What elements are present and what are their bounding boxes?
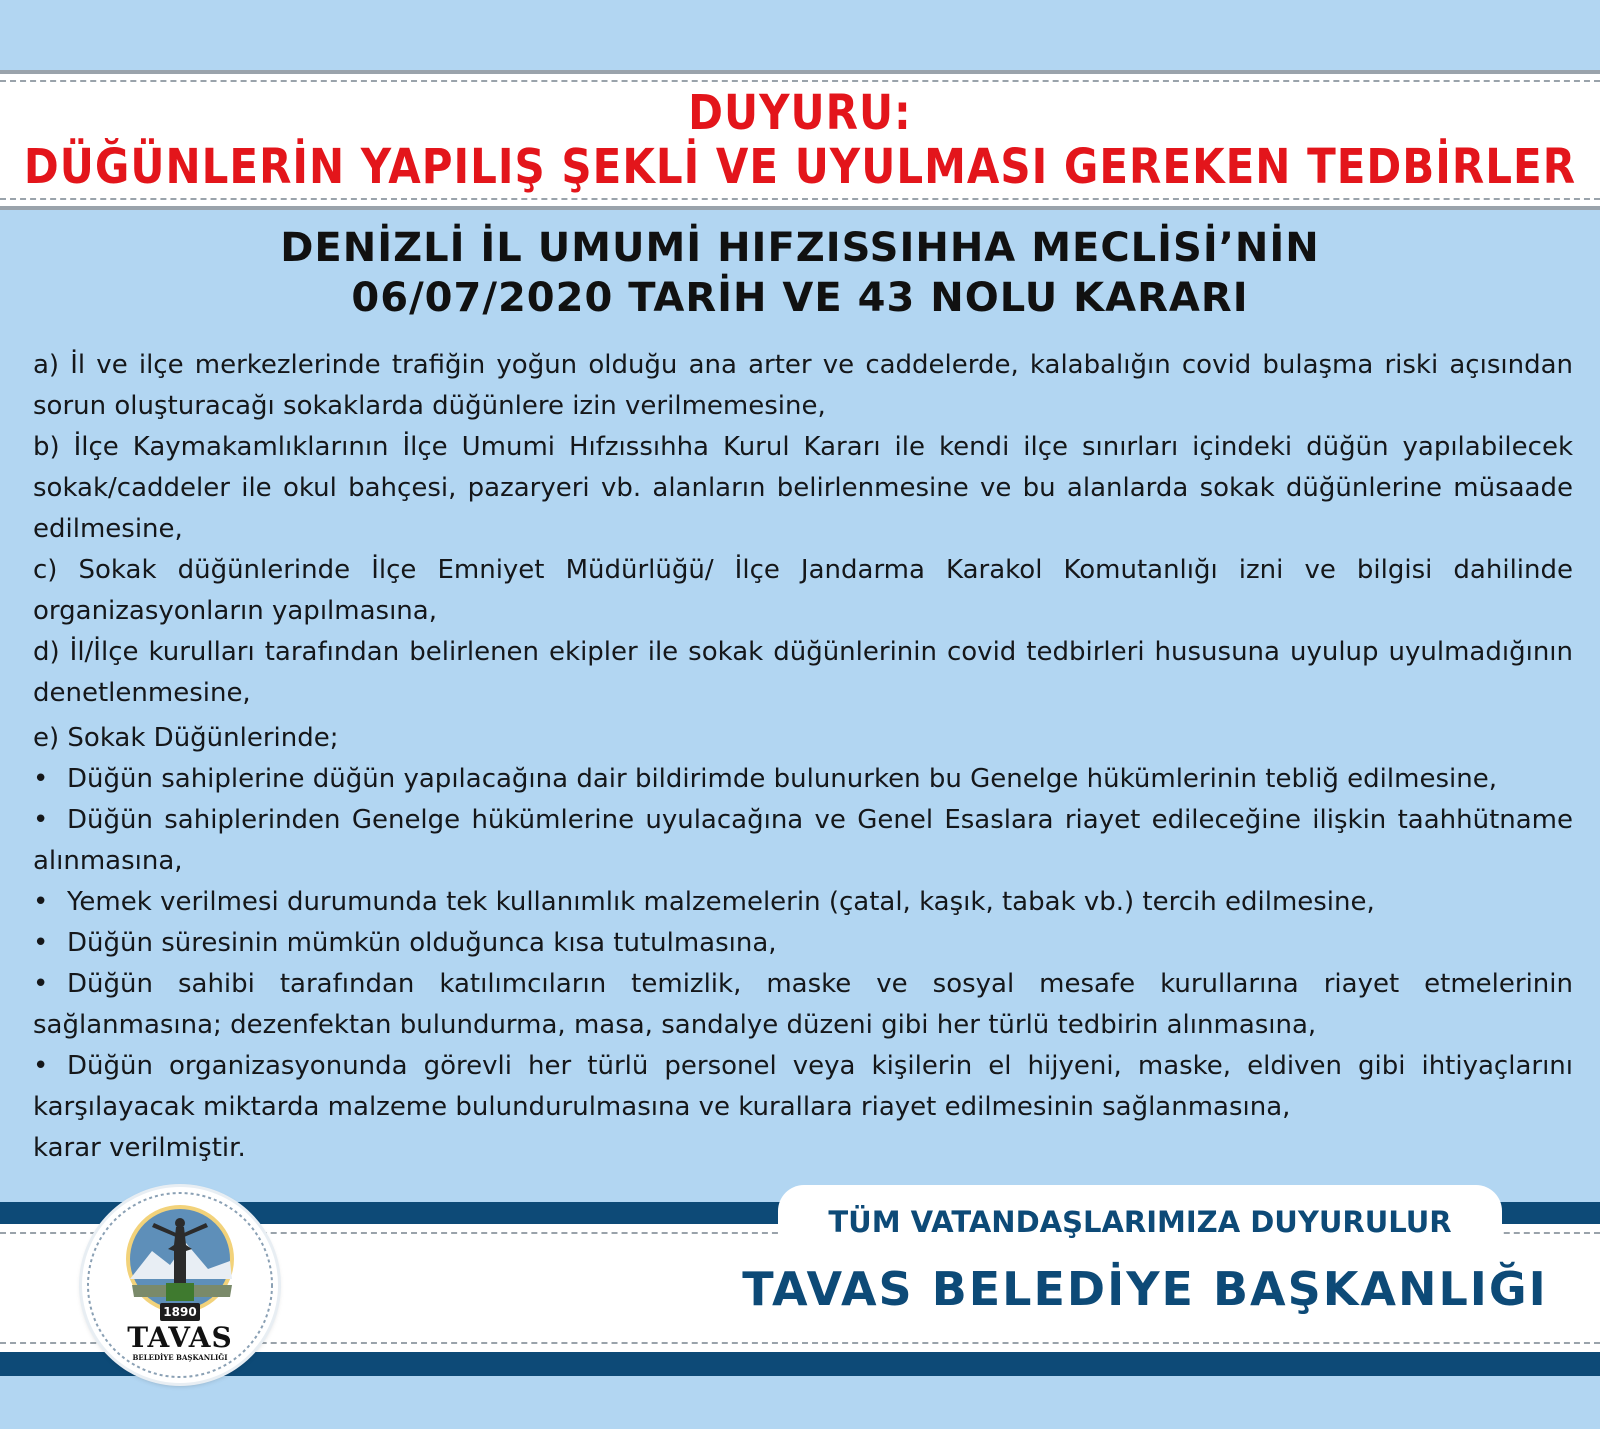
municipality-seal-icon (82, 1187, 278, 1383)
seal-name: TAVAS (127, 1321, 233, 1354)
paragraph-a: a) İl ve ilçe merkezlerinde trafiğin yoğun olduğu ana arter ve caddelerde, kalabalığın covid bulaşma riski açısından sorun oluşturacağı sokaklarda düğünlere izin verilmemesine, (33, 350, 1573, 421)
list-item (33, 759, 1573, 800)
decision-body (33, 345, 1573, 1169)
bullet-icon: • (33, 887, 49, 917)
organization-name: TAVAS BELEDİYE BAŞKANLIĞI (742, 1262, 1548, 1316)
bullet-text: Düğün organizasyonunda görevli her türlü personel veya kişilerin el hijyeni, maske, eldiven gibi ihtiyaçlarını karşılayacak miktarda malzeme bulundurulmasına ve kurallara riayet edilmesinin sağlanmasına, (33, 1051, 1573, 1122)
decision-date-number: 06/07/2020 TARİH VE 43 NOLU KARARI (351, 275, 1249, 321)
paragraph-d: d) İl/İlçe kurulları tarafından belirlenen ekipler ile sokak düğünlerinin covid tedbirleri hususuna uyulup uyulmadığının denetlenmesine, (33, 637, 1573, 708)
closing-statement: karar verilmiştir. (33, 1133, 246, 1163)
list-item (33, 882, 1573, 923)
list-item (33, 964, 1573, 1046)
bullet-text: Düğün sahibi tarafından katılımcıların temizlik, maske ve sosyal mesafe kurullarına riayet etmelerinin sağlanmasına; dezenfektan bulundurma, masa, sandalye düzeni gibi her türlü tedbirin alınmasına, (33, 969, 1573, 1040)
bullet-icon: • (33, 969, 49, 999)
bullet-text: Düğün süresinin mümkün olduğunca kısa tutulmasına, (67, 928, 777, 958)
bullet-icon: • (33, 805, 49, 835)
decision-authority: DENİZLİ İL UMUMİ HIFZISSIHHA MECLİSİ’NİN (280, 225, 1320, 271)
list-item (33, 800, 1573, 882)
paragraph-c: c) Sokak düğünlerinde İlçe Emniyet Müdürlüğü/ İlçe Jandarma Karakol Komutanlığı izni ve bilgisi dahilinde organizasyonların yapılmasına, (33, 555, 1573, 626)
announcement-banner (0, 70, 1600, 210)
banner-headline: DÜĞÜNLERİN YAPILIŞ ŞEKLİ VE UYULMASI GEREKEN TEDBİRLER (23, 138, 1577, 195)
top-strip (0, 0, 1600, 70)
bullet-text: Düğün sahiplerine düğün yapılacağına dair bildirimde bulunurken bu Genelge hükümlerinin tebliğ edilmesine, (67, 764, 1497, 794)
bullet-icon: • (33, 764, 49, 794)
bullet-text: Yemek verilmesi durumunda tek kullanımlık malzemelerin (çatal, kaşık, tabak vb.) tercih edilmesine, (67, 887, 1375, 917)
bullet-text: Düğün sahiplerinden Genelge hükümlerine uyulacağına ve Genel Esaslara riayet edileceğine ilişkin taahhütname alınmasına, (33, 805, 1573, 876)
notice-text: TÜM VATANDAŞLARIMIZA DUYURULUR (828, 1205, 1452, 1239)
banner-title: DUYURU: (688, 84, 912, 141)
seal-subtitle: BELEDİYE BAŞKANLIĞI (132, 1353, 228, 1362)
paragraph-b: b) İlçe Kaymakamlıklarının İlçe Umumi Hıfzıssıhha Kurul Kararı ile kendi ilçe sınırları içindeki düğün yapılabilecek sokak/caddeler ile okul bahçesi, pazaryeri vb. alanların belirlenmesine ve bu alanlarda sokak düğünlerine müsaade edilmesine, (33, 432, 1573, 544)
paragraph-e: e) Sokak Düğünlerinde; (33, 723, 339, 753)
list-item (33, 923, 1573, 964)
bullet-icon: • (33, 928, 49, 958)
bullet-icon: • (33, 1051, 49, 1081)
list-item (33, 1046, 1573, 1128)
seal-year: 1890 (160, 1303, 200, 1321)
